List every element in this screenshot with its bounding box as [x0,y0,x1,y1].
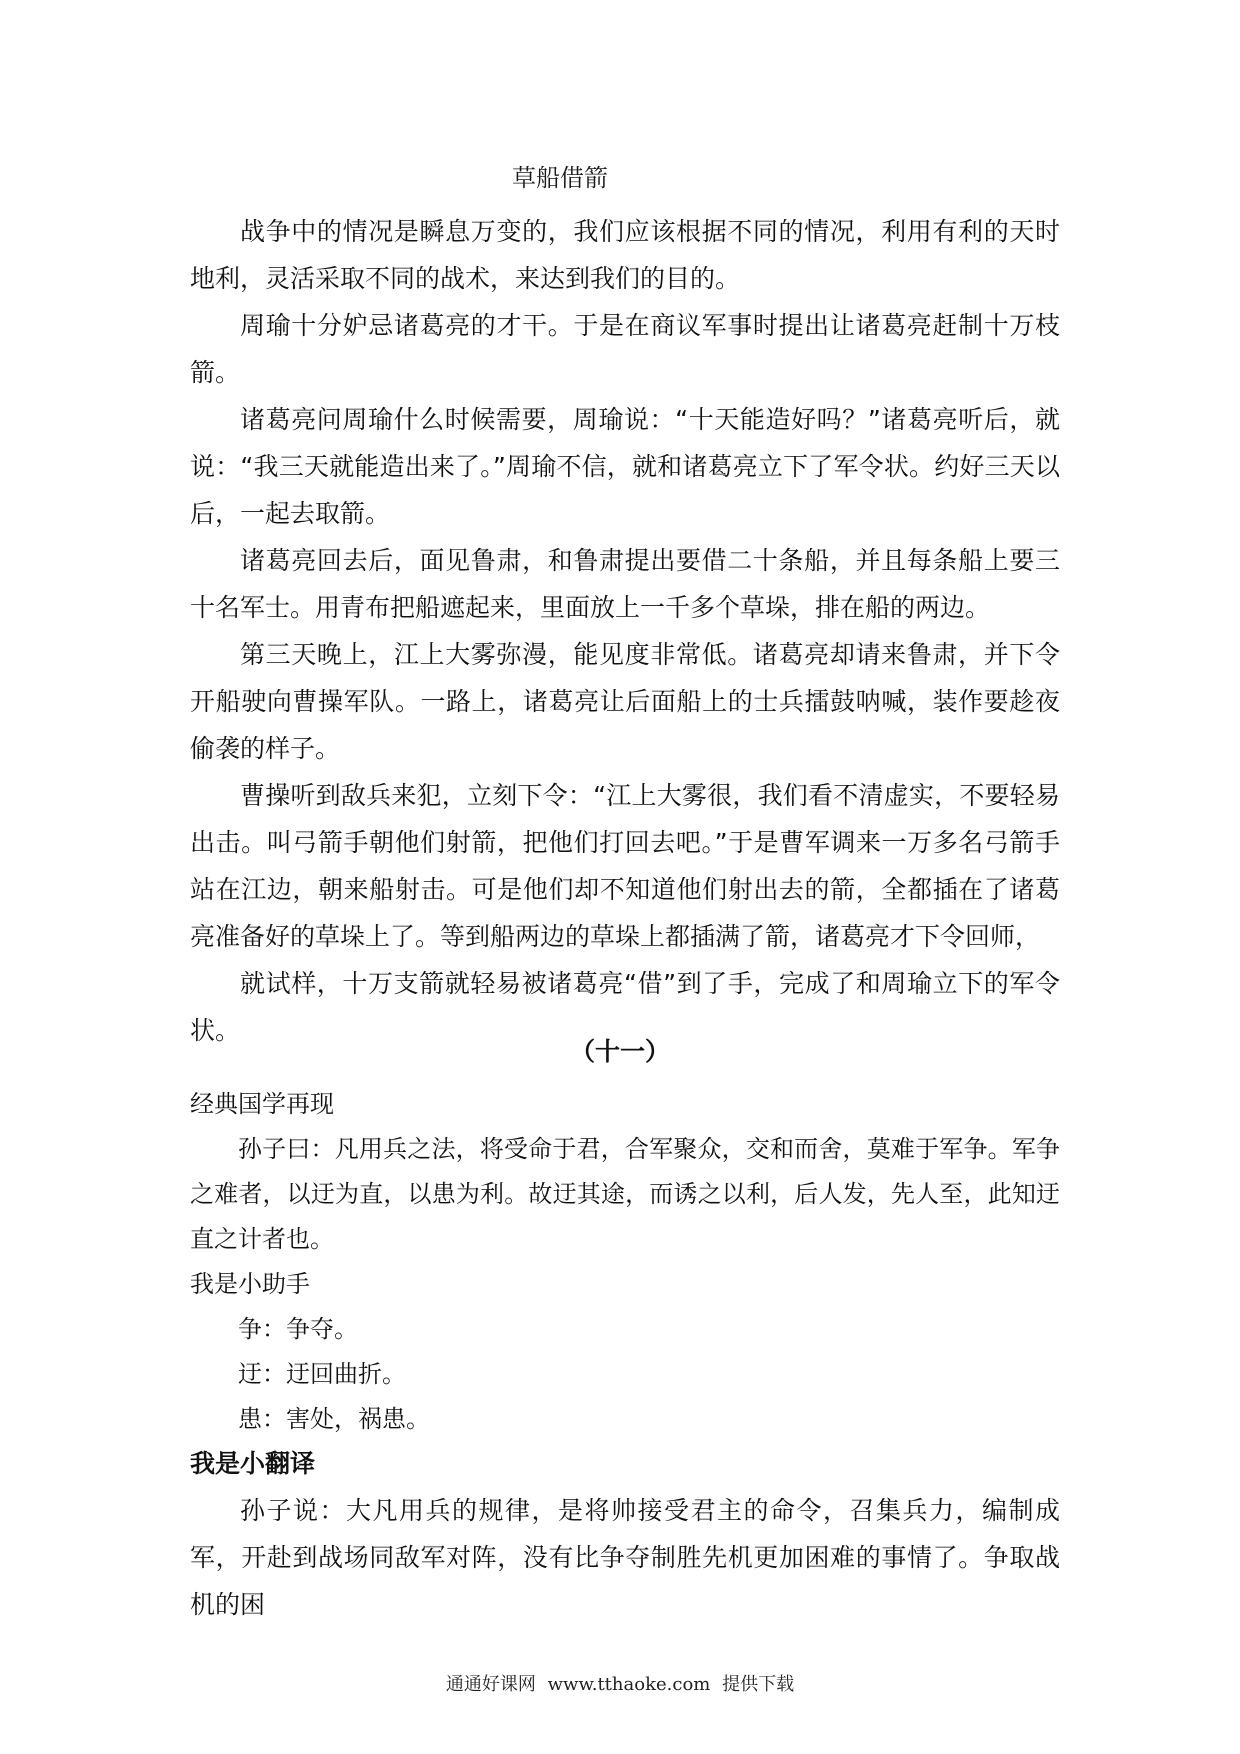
classics-section [190,1082,1060,1442]
translation-heading: 我是小翻译 [190,1449,316,1478]
section-number: （十一） [569,1037,670,1066]
story-paragraph: 第三天晚上，江上大雾弥漫，能见度非常低。诸葛亮却请来鲁肃，并下令开船驶向曹操军队。一路上，诸葛亮让后面船上的士兵擂鼓呐喊，装作要趁夜偷袭的样子。 [190,640,1060,763]
story-title: 草船借箭 [512,164,608,192]
story-body [190,208,1060,1054]
gloss-item: 迂：迂回曲折。 [238,1360,406,1388]
gloss-item: 患：害处，祸患。 [238,1405,430,1433]
classics-heading: 经典国学再现 [190,1090,334,1118]
translation-section [190,1440,1060,1628]
story-paragraph: 战争中的情况是瞬息万变的，我们应该根据不同的情况，利用有利的天时地利，灵活采取不同的战术，来达到我们的目的。 [190,217,1060,293]
story-paragraph: 周瑜十分妒忌诸葛亮的才干。于是在商议军事时提出让诸葛亮赶制十万枝箭。 [190,311,1060,387]
story-paragraph: 诸葛亮回去后，面见鲁肃，和鲁肃提出要借二十条船，并且每条船上要三十名军士。用青布把船遮起来，里面放上一千多个草垛，排在船的两边。 [190,546,1060,622]
gloss-item: 争：争夺。 [238,1315,358,1343]
helper-heading: 我是小助手 [190,1270,310,1298]
classics-text: 孙子曰：凡用兵之法，将受命于君，合军聚众，交和而舍，莫难于军争。军争之难者，以迂为直，以患为利。故迂其途，而诱之以利，后人发，先人至，此知迂直之计者也。 [190,1135,1060,1253]
page-footer: 通通好课网 www.tthaoke.com 提供下载 [445,1674,795,1695]
story-paragraph: 诸葛亮问周瑜什么时候需要，周瑜说：“十天能造好吗？”诸葛亮听后，就说：“我三天就能造出来了。”周瑜不信，就和诸葛亮立下了军令状。约好三天以后，一起去取箭。 [190,405,1060,528]
story-paragraph: 曹操听到敌兵来犯，立刻下令：“江上大雾很，我们看不清虚实，不要轻易出击。叫弓箭手朝他们射箭，把他们打回去吧。”于是曹军调来一万多名弓箭手站在江边，朝来船射击。可是他们却不知道他们射出去的箭，全都插在了诸葛亮准备好的草垛上了。等到船两边的草垛上都插满了箭，诸葛亮才下令回师， [190,781,1060,951]
translation-text: 孙子说：大凡用兵的规律，是将帅接受君主的命令，召集兵力，编制成军，开赴到战场同敌军对阵，没有比争夺制胜先机更加困难的事情了。争取战机的困 [190,1496,1060,1619]
story-paragraph: 就试样，十万支箭就轻易被诸葛亮“借”到了手，完成了和周瑜立下的军令状。 [190,969,1060,1045]
